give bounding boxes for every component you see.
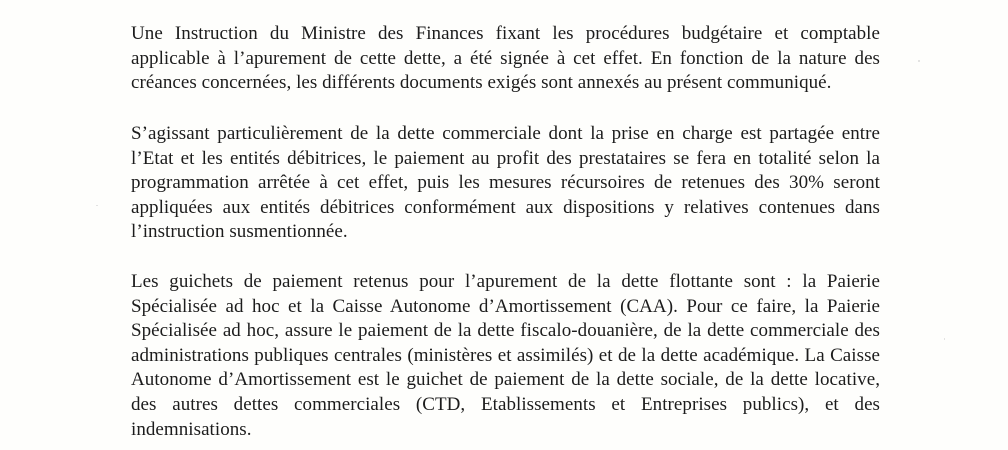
cut-off-line (126, 0, 686, 3)
paragraph-commercial-debt: S’agissant particulièrement de la dette commerciale dont la prise en charge est partagée entre l’Etat et les entités débitrices, le paiement au profit des prestataires se fera en totalité selon la programmation arrêtée à cet effet, puis les mesures récursoires de retenues des 30% seront appliquées aux entités débitrices conformément aux dispositions y relatives contenues dans l’instruction susmentionnée. (131, 123, 880, 243)
scan-speck (918, 60, 920, 62)
paragraph-instruction: Une Instruction du Ministre des Finances fixant les procédures budgétaire et comptable applicable à l’apurement de cette dette, a été signée à cet effet. En fonction de la nature des créances concernées, les différents documents exigés sont annexés au présent communiqué. (131, 23, 880, 94)
scan-speck (944, 338, 945, 340)
scan-speck (96, 205, 98, 206)
paragraph-payment-counters: Les guichets de paiement retenus pour l’apurement de la dette flottante sont : la Paierie Spécialisée ad hoc et la Caisse Autonome d’Amortissement (CAA). Pour ce faire, la Paierie Spécialisée ad hoc, assure le paiement de la dette fiscalo-douanière, de la dette commerciale des administrations publiques centrales (ministères et assimilés) et de la dette académique. La Caisse Autonome d’Amortissement est le guichet de paiement de la dette sociale, de la dette locative, des autres dettes commerciales (CTD, Etablissements et Entreprises publics), et des indemnisations. (131, 271, 880, 440)
